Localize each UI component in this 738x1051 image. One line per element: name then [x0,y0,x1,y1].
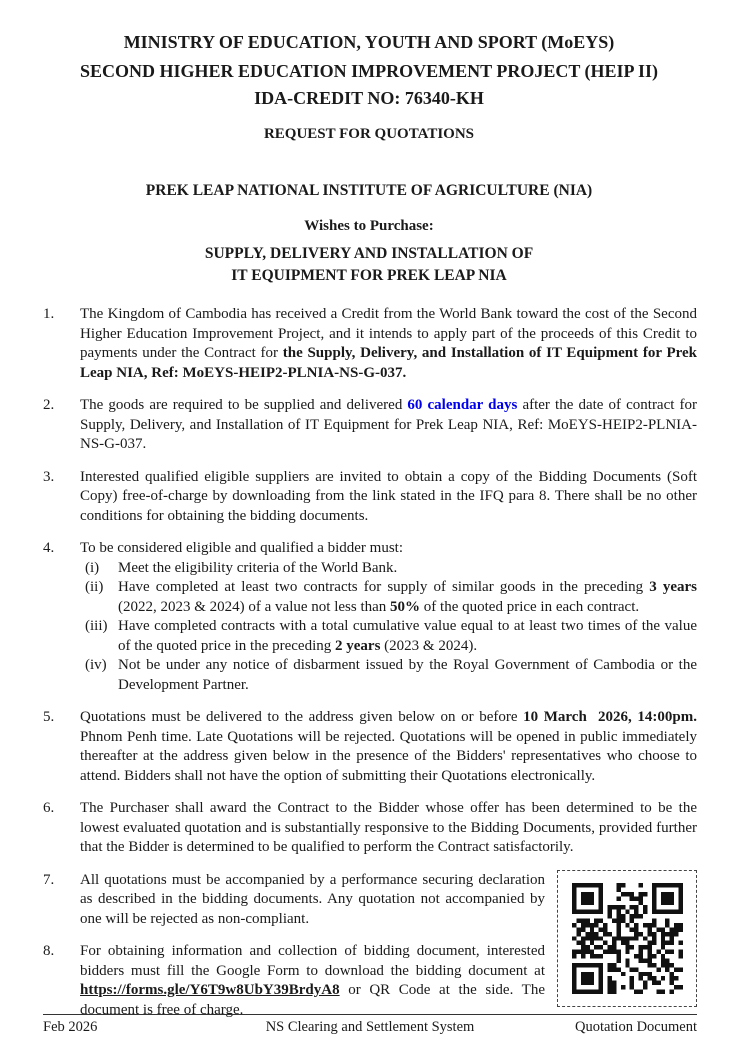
item-number: 4. [43,540,55,556]
item-number: 2. [43,397,55,413]
text-run: The Kingdom of Cambodia has received a Credit from the World Bank toward the cost of the Second Higher Education Improvement Project, and it intends to apply part of the proceeds of this Credit to payments under the Contract for [80,306,697,361]
document-header [0,0,738,287]
ministry-title: MINISTRY OF EDUCATION, YOUTH AND SPORT (MoEYS) [123,32,615,52]
item-number: 6. [43,800,55,816]
rfq-item-4 [43,539,697,695]
item-text [80,708,697,786]
rfq-item-4-sub-4 [80,656,697,695]
subitem-text [118,578,697,617]
rfq-item-6 [43,799,697,858]
rfq-item-4-sub-3 [80,617,697,656]
document-type-title: REQUEST FOR QUOTATIONS [263,126,475,142]
footer-system: NS Clearing and Settlement System [265,1019,475,1035]
qr-code-image [572,883,683,994]
text-run: Interested qualified eligible suppliers are invited to obtain a copy of the Bidding Documents (Soft Copy) free-of-charge by downloading from the link stated in the IFQ para 8. There shall be no other conditions for obtaining the bidding documents. [80,468,697,524]
text-run: 2 years [335,637,381,654]
google-form-link[interactable]: https://forms.gle/Y6T9w8UbY39BrdyA8 [80,982,340,998]
text-run: All quotations must be accompanied by a performance securing declaration as described in the bidding documents. Any quotation not accompanied by one will be rejected as non-compliant. [80,871,545,927]
subitem-marker: (iii) [85,618,108,634]
rfq-item-5 [43,708,697,786]
item-text [80,799,697,858]
subitem-text [118,617,697,656]
text-run: the Supply, Delivery, and Installation of IT Equipment for Prek Leap NIA, Ref: MoEYS-HEIP2-PLNIA-NS-G-037. [80,345,697,381]
rfq-item-4-sub-1 [80,559,697,579]
text-run: Have completed contracts with a total cumulative value equal to at least two times of the value of the quoted price in the preceding [118,618,697,654]
text-run: Not be under any notice of disbarment issued by the Royal Government of Cambodia or the Development Partner. [118,657,697,693]
subitem-text [118,559,697,579]
item-number: 5. [43,709,55,725]
text-run: To be considered eligible and qualified a bidder must: [80,540,404,556]
text-run: of the quoted price in each contract. [420,598,640,615]
item-text [80,396,697,455]
item-number: 1. [43,306,55,322]
item-text [80,305,697,383]
text-run: Quotations must be delivered to the address given below on or before [80,709,524,725]
purchase-title-line1: SUPPLY, DELIVERY AND INSTALLATION OF [204,245,534,262]
text-run: Have completed at least two contracts for supply of similar goods in the preceding [118,579,650,595]
text-run: (2022, 2023 & 2024) of a value not less than [118,598,391,615]
project-title: SECOND HIGHER EDUCATION IMPROVEMENT PROJECT (HEIP II) [79,61,659,81]
wishes-to-purchase-label: Wishes to Purchase: [304,218,434,234]
purchase-title-line2: IT EQUIPMENT FOR PREK LEAP NIA [231,267,507,284]
qr-code-box [557,870,697,1007]
text-run: 3 years [649,579,697,595]
item-number: 8. [43,943,55,959]
page-footer [43,1014,697,1035]
footer-date: Feb 2026 [43,1019,98,1035]
rfq-item-1 [43,305,697,383]
subitem-marker: (ii) [85,579,104,595]
subitem-text [118,656,697,695]
rfq-item-4-sub-2 [80,578,697,617]
footer-doc-label: Quotation Document [574,1019,697,1035]
subitem-marker: (i) [85,559,100,576]
rfq-item-2 [43,396,697,455]
item-number: 7. [43,871,55,888]
item-text [80,871,545,930]
text-run: (2023 & 2024). [380,637,478,654]
text-run: Phnom Penh time. Late Quotations will be rejected. Quotations will be opened in public immediately thereafter at the address given below in the presence of the Bidders' representatives who choose to attend. Bidders shall not have the option of submitting their Quotations electronically. [80,728,697,784]
item-number: 3. [43,468,55,485]
text-run: The goods are required to be supplied and delivered [80,397,408,413]
institute-name: PREK LEAP NATIONAL INSTITUTE OF AGRICULTURE (NIA) [145,182,593,199]
text-run: after the date of contract for Supply, Delivery, and Installation of IT Equipment for Prek Leap NIA, Ref: MoEYS-HEIP2-PLNIA-NS-G-037. [80,397,698,452]
text-run: or QR Code at the side. The document is free of charge. [80,982,545,1018]
item-text [80,942,545,1020]
item-text [80,539,697,695]
text-run: The Purchaser shall award the Contract to the Bidder whose offer has been determined to be the lowest evaluated quotation and is substantially responsive to the Bidding Documents, provided further that the Bidder is determined to be qualified to perform the Contract satisfactorily. [80,800,697,855]
purchase-title [0,243,738,287]
credit-number: IDA-CREDIT NO: 76340-KH [254,88,484,108]
rfq-item-3 [43,468,697,527]
text-run: 10 March 2026, 14:00pm. [523,709,697,725]
text-run: For obtaining information and collection of bidding document, interested bidders must fill the Google Form to download the bidding document at [80,943,545,979]
item-text [80,468,697,527]
text-run: 50% [390,598,421,615]
subitem-marker: (iv) [85,657,107,673]
text-run: Meet the eligibility criteria of the World Bank. [118,559,398,576]
text-run: 60 calendar days [407,397,518,413]
